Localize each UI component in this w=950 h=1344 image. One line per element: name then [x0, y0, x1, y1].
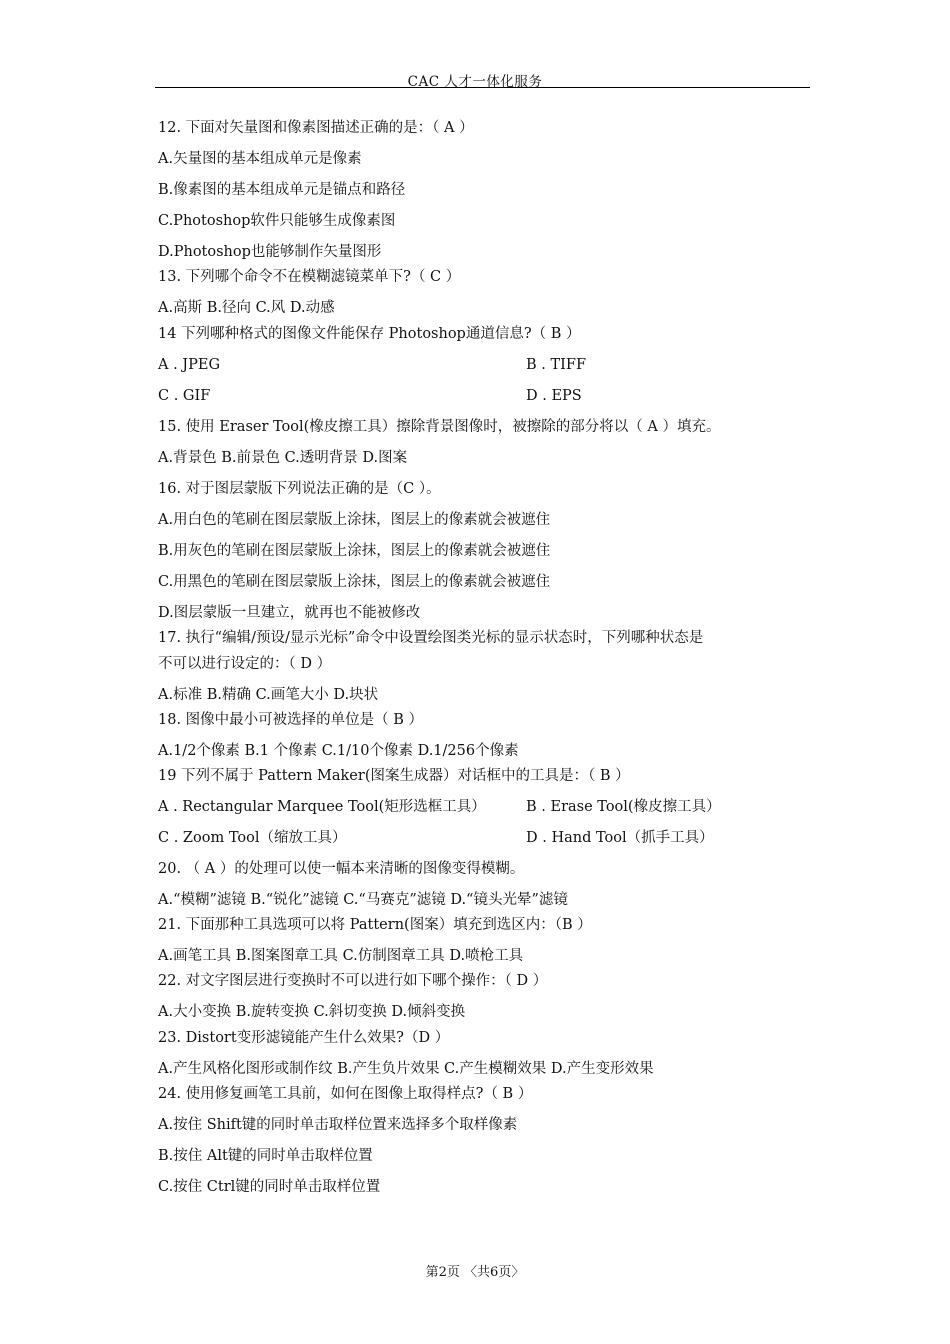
options-15: A.背景色 B.前景色 C.透明背景 D.图案 [158, 450, 408, 466]
option-12b: B.像素图的基本组成单元是锚点和路径 [158, 182, 406, 198]
question-23: 23. Distort变形滤镜能产生什么效果?（D ） [158, 1030, 450, 1046]
options-20: A.“模糊”滤镜 B.“锐化”滤镜 C.“马赛克”滤镜 D.“镜头光晕”滤镜 [158, 892, 568, 908]
question-21: 21. 下面那种工具选项可以将 Pattern(图案）填充到选区内：（B ） [158, 917, 592, 933]
question-22: 22. 对文字图层进行变换时不可以进行如下哪个操作：（ D ） [158, 973, 548, 989]
option-12a: A.矢量图的基本组成单元是像素 [158, 151, 362, 167]
question-17: 17. 执行“编辑/预设/显示光标”命令中设置绘图类光标的显示状态时，下列哪种状态是 [158, 630, 704, 646]
options-17: A.标准 B.精确 C.画笔大小 D.块状 [158, 687, 379, 703]
option-14b: B . TIFF [526, 357, 587, 373]
option-14c: C . GIF [158, 388, 211, 404]
question-14: 14 下列哪种格式的图像文件能保存 Photoshop通道信息?（ B ） [158, 326, 581, 342]
option-16a: A.用白色的笔刷在图层蒙版上涂抹，图层上的像素就会被遮住 [158, 512, 551, 528]
page-number: 第2页 〈共6页〉 [425, 1265, 525, 1280]
option-12d: D.Photoshop也能够制作矢量图形 [158, 244, 382, 260]
options-23: A.产生风格化图形或制作纹 B.产生负片效果 C.产生模糊效果 D.产生变形效果 [158, 1061, 654, 1077]
options-18: A.1/2个像素 B.1 个像素 C.1/10个像素 D.1/256个像素 [158, 743, 519, 759]
question-17-cont: 不可以进行设定的：（ D ） [158, 656, 332, 672]
option-19d: D . Hand Tool（抓手工具） [526, 830, 714, 846]
options-22: A.大小变换 B.旋转变换 C.斜切变换 D.倾斜变换 [158, 1004, 466, 1020]
option-16c: C.用黑色的笔刷在图层蒙版上涂抹，图层上的像素就会被遮住 [158, 574, 551, 590]
page-header-title: CAC 人才一体化服务 [407, 74, 543, 90]
option-24b: B.按住 Alt键的同时单击取样位置 [158, 1148, 373, 1164]
question-18: 18. 图像中最小可被选择的单位是（ B ） [158, 712, 424, 728]
option-14a: A . JPEG [158, 357, 221, 373]
option-12c: C.Photoshop软件只能够生成像素图 [158, 213, 396, 229]
question-16: 16. 对于图层蒙版下列说法正确的是（C ）。 [158, 481, 441, 497]
question-19: 19 下列不属于 Pattern Maker(图案生成器）对话框中的工具是：（ B ） [158, 768, 630, 784]
option-16b: B.用灰色的笔刷在图层蒙版上涂抹，图层上的像素就会被遮住 [158, 543, 551, 559]
question-13: 13. 下列哪个命令不在模糊滤镜菜单下?（ C ） [158, 269, 461, 285]
question-12: 12. 下面对矢量图和像素图描述正确的是：（ A ） [158, 120, 474, 136]
option-16d: D.图层蒙版一旦建立，就再也不能被修改 [158, 605, 421, 621]
options-13: A.高斯 B.径向 C.风 D.动感 [158, 300, 335, 316]
option-19b: B . Erase Tool(橡皮擦工具） [526, 799, 721, 815]
question-15: 15. 使用 Eraser Tool(橡皮擦工具）擦除背景图像时，被擦除的部分将以（ A ）填充。 [158, 419, 721, 435]
options-21: A.画笔工具 B.图案图章工具 C.仿制图章工具 D.喷枪工具 [158, 948, 524, 964]
option-19a: A . Rectangular Marquee Tool(矩形选框工具） [158, 799, 486, 815]
question-24: 24. 使用修复画笔工具前，如何在图像上取得样点?（ B ） [158, 1086, 533, 1102]
option-24c: C.按住 Ctrl键的同时单击取样位置 [158, 1179, 381, 1195]
option-14d: D . EPS [526, 388, 582, 404]
option-19c: C . Zoom Tool（缩放工具） [158, 830, 347, 846]
option-24a: A.按住 Shift键的同时单击取样位置来选择多个取样像素 [158, 1117, 518, 1133]
question-20: 20. （ A ）的处理可以使一幅本来清晰的图像变得模糊。 [158, 861, 525, 877]
